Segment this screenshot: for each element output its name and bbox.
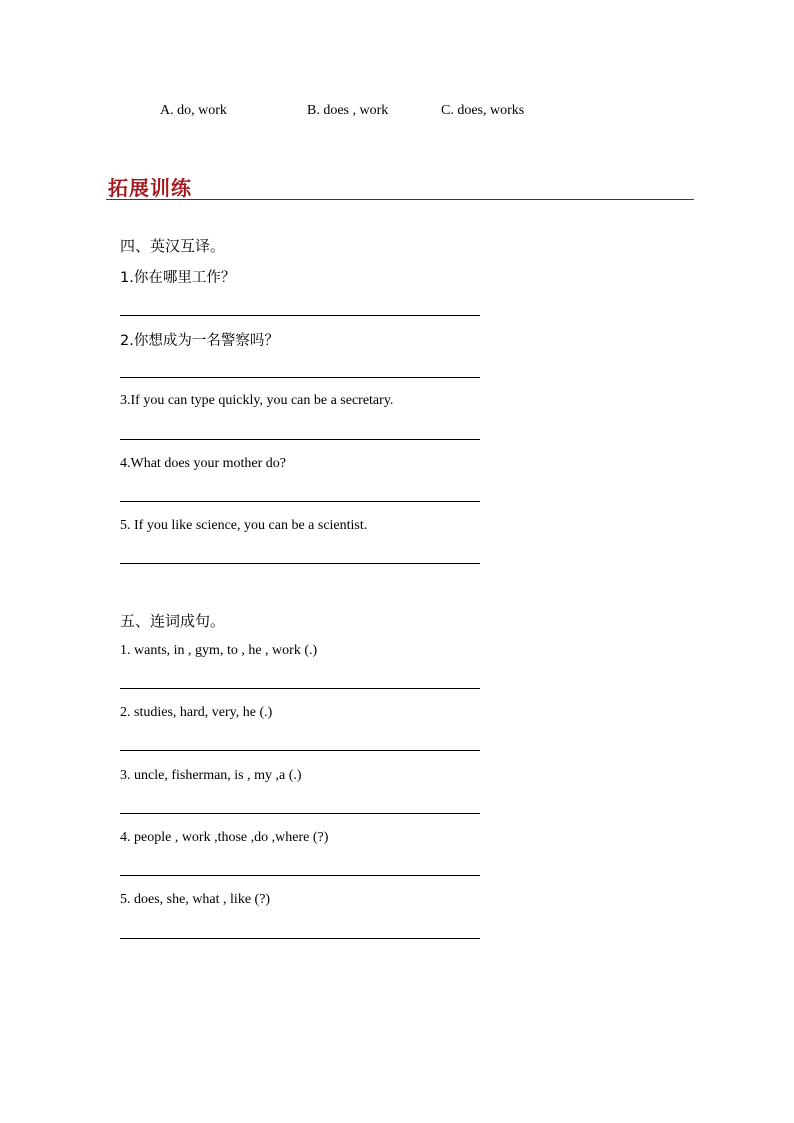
answer-line[interactable] [120,688,480,689]
option-c: C. does, works [441,103,525,118]
answer-line[interactable] [120,750,480,751]
part5-heading: 五、连词成句。 [120,612,226,630]
part5-item-1: 1. wants, in , gym, to , he , work (.) [120,643,318,658]
answer-line[interactable] [120,563,480,564]
part5-item-2: 2. studies, hard, very, he (.) [120,705,273,720]
part4-item-1: 1.你在哪里工作？ [120,270,236,286]
part5-item-5: 5. does, she, what , like (?) [120,892,271,907]
section-title: 拓展训练 [108,176,192,200]
part5-item-4: 4. people , work ,those ,do ,where (?) [120,830,329,845]
answer-line[interactable] [120,875,480,876]
option-b: B. does , work [307,103,389,118]
answer-line[interactable] [120,813,480,814]
option-a: A. do, work [160,103,227,118]
part4-item-4: 4.What does your mother do? [120,456,287,471]
answer-line[interactable] [120,938,480,939]
section-rule [106,199,694,200]
answer-line[interactable] [120,377,480,378]
part4-item-3: 3.If you can type quickly, you can be a secretary. [120,393,394,408]
answer-line[interactable] [120,315,480,316]
part4-item-5: 5. If you like science, you can be a scientist. [120,518,368,533]
part5-item-3: 3. uncle, fisherman, is , my ,a (.) [120,768,302,783]
answer-line[interactable] [120,501,480,502]
part4-heading: 四、英汉互译。 [120,237,226,255]
part4-item-2: 2.你想成为一名警察吗？ [120,333,279,349]
answer-line[interactable] [120,439,480,440]
